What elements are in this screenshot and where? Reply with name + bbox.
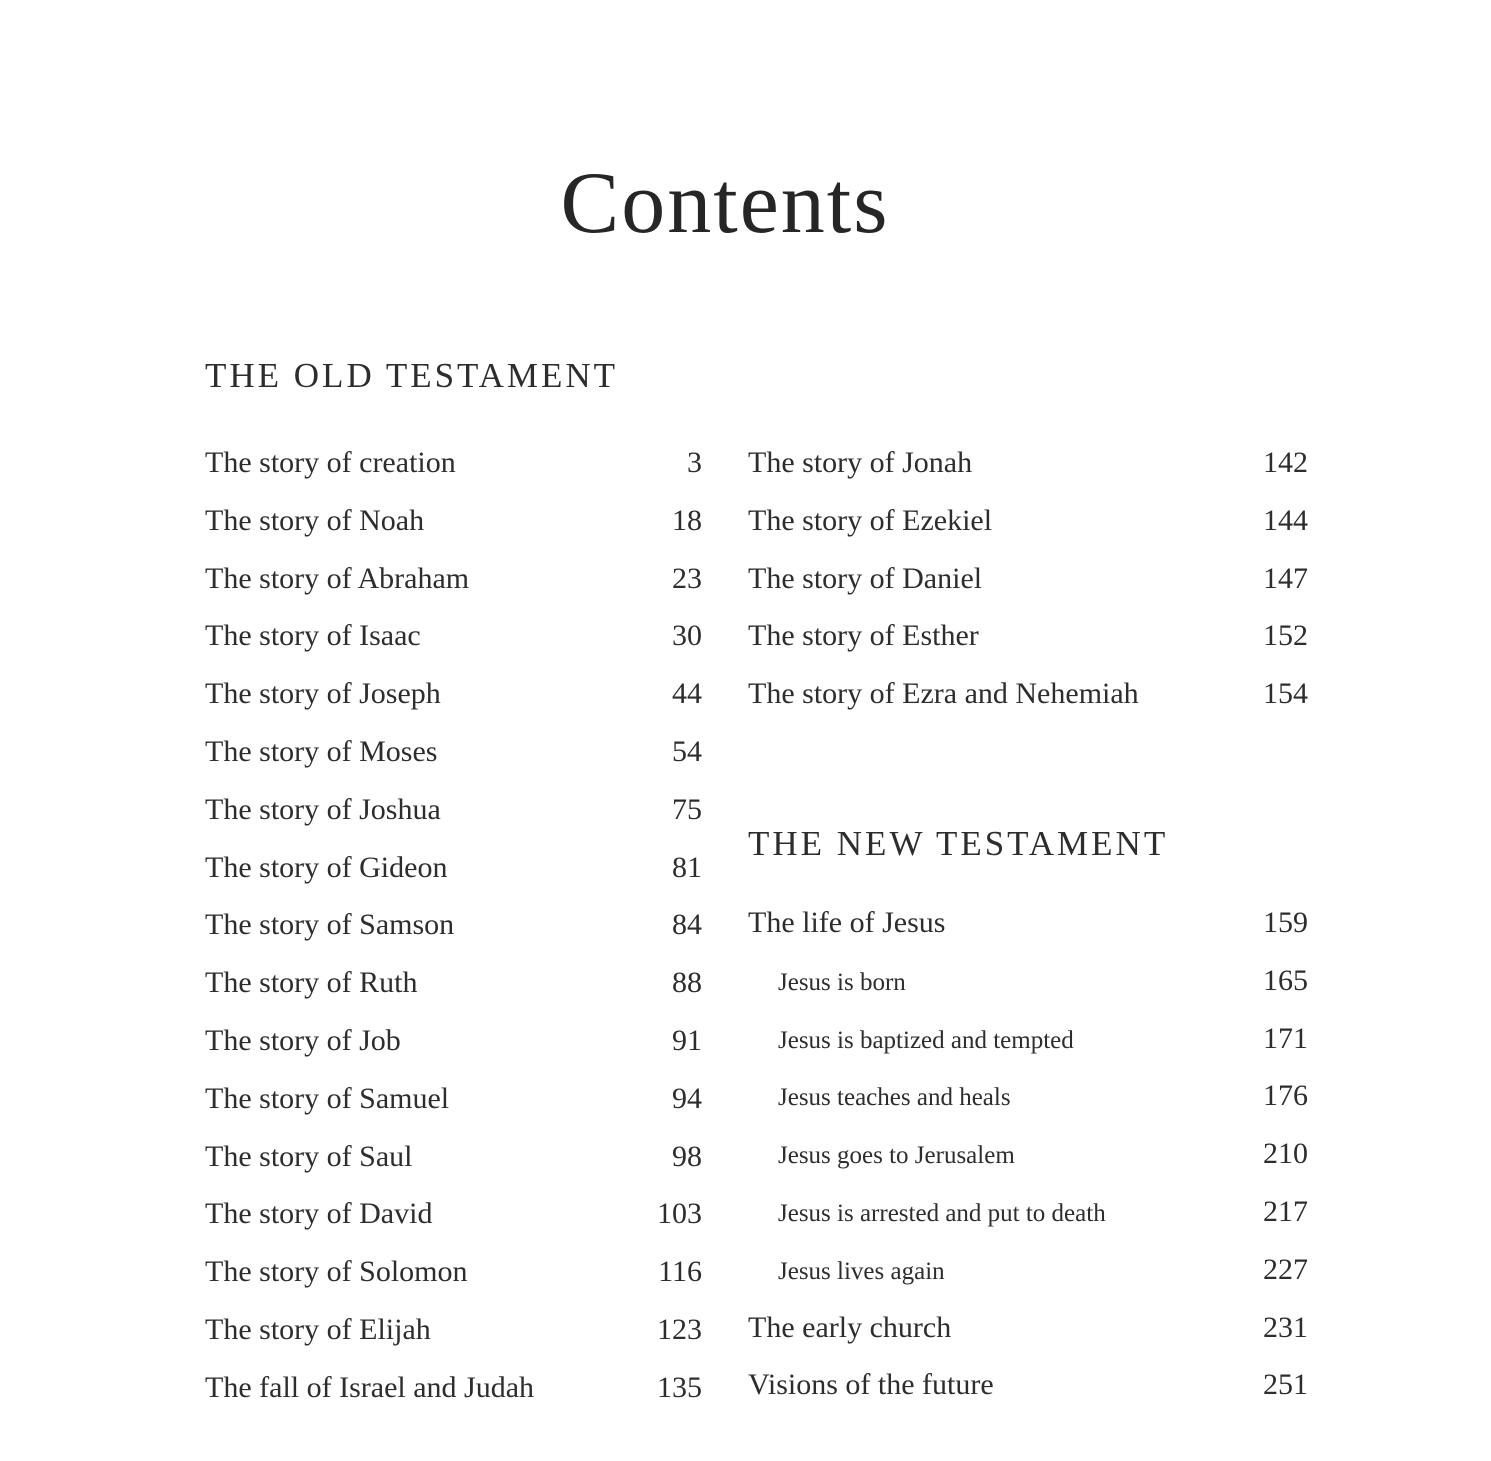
toc-entry xyxy=(205,1370,702,1431)
toc-entry-title: The story of Ezekiel xyxy=(748,503,993,537)
toc-entry-page: 123 xyxy=(657,1312,702,1346)
toc-entry-page: 91 xyxy=(672,1023,702,1057)
toc-entry-page: 84 xyxy=(672,908,702,942)
toc-subentry xyxy=(748,1081,1308,1139)
toc-entry xyxy=(748,561,1308,622)
toc-entry-title: The story of Esther xyxy=(748,619,979,653)
toc-entry-title: The story of Isaac xyxy=(205,619,421,653)
toc-entry-title: The story of David xyxy=(205,1197,433,1231)
toc-entry-page: 135 xyxy=(657,1370,702,1404)
toc-entry-page: 231 xyxy=(1263,1310,1308,1344)
toc-entry-page: 171 xyxy=(1263,1021,1308,1055)
toc-entry xyxy=(205,1081,702,1142)
toc-entry-page: 23 xyxy=(672,561,702,595)
toc-entry xyxy=(748,905,1308,966)
toc-entry-page: 154 xyxy=(1263,677,1308,711)
toc-entry-page: 142 xyxy=(1263,446,1308,479)
toc-entry xyxy=(205,448,702,506)
toc-entry-title: The story of Daniel xyxy=(748,561,983,595)
toc-entry xyxy=(205,1023,702,1084)
toc-entry xyxy=(205,850,702,911)
toc-entry xyxy=(205,1312,702,1373)
toc-entry xyxy=(205,1139,702,1200)
page-title: Contents xyxy=(560,155,890,252)
toc-entry-page: 3 xyxy=(687,446,702,479)
toc-entry-title: The early church xyxy=(748,1310,952,1344)
toc-entry-page: 165 xyxy=(1263,963,1308,997)
toc-entry xyxy=(748,503,1308,564)
toc-entry-title: The story of creation xyxy=(205,446,456,479)
toc-entry-title: Jesus teaches and heals xyxy=(778,1084,1011,1112)
new-testament-heading: THE NEW TESTAMENT xyxy=(748,823,1169,863)
toc-entry xyxy=(205,968,702,1026)
toc-entry xyxy=(748,621,1308,679)
toc-entry xyxy=(205,1257,702,1315)
toc-entry-title: The story of Job xyxy=(205,1023,401,1057)
toc-entry-title: The story of Ruth xyxy=(205,966,418,1000)
toc-entry-title: The story of Jonah xyxy=(748,446,973,479)
toc-entry-page: 75 xyxy=(672,792,702,826)
toc-entry xyxy=(748,1310,1308,1371)
toc-entry-title: The story of Ezra and Nehemiah xyxy=(748,677,1139,711)
toc-entry-title: The story of Elijah xyxy=(205,1312,431,1346)
toc-entry-page: 81 xyxy=(672,850,702,884)
toc-entry xyxy=(205,910,702,968)
old-testament-left-column xyxy=(205,448,702,1431)
old-testament-heading: THE OLD TESTAMENT xyxy=(205,356,619,395)
toc-entry-page: 98 xyxy=(672,1139,702,1173)
toc-entry-title: The story of Joseph xyxy=(205,677,441,711)
toc-entry-page: 147 xyxy=(1263,561,1308,595)
right-column xyxy=(748,448,1308,1428)
toc-entry-title: The story of Abraham xyxy=(205,561,470,595)
toc-entry-page: 227 xyxy=(1263,1252,1308,1286)
toc-entry xyxy=(205,621,702,679)
toc-entry-title: Jesus is baptized and tempted xyxy=(778,1026,1074,1054)
toc-entry-page: 54 xyxy=(672,734,702,768)
toc-entry xyxy=(205,679,702,737)
toc-entry-page: 103 xyxy=(657,1197,702,1231)
toc-entry xyxy=(205,792,702,853)
toc-entry-page: 217 xyxy=(1263,1194,1308,1228)
toc-entry-title: The story of Samson xyxy=(205,908,455,942)
toc-entry-page: 94 xyxy=(672,1081,702,1115)
toc-entry-title: Jesus is arrested and put to death xyxy=(778,1199,1106,1227)
toc-subentry xyxy=(748,1139,1308,1197)
toc-entry-page: 144 xyxy=(1263,503,1308,537)
toc-entry-title: The story of Solomon xyxy=(205,1255,468,1289)
toc-entry-title: The story of Joshua xyxy=(205,792,441,826)
toc-entry-page: 210 xyxy=(1263,1137,1308,1171)
toc-entry xyxy=(205,503,702,564)
toc-entry-page: 159 xyxy=(1263,905,1308,939)
toc-entry-page: 88 xyxy=(672,966,702,1000)
toc-entry-title: The story of Samuel xyxy=(205,1081,450,1115)
toc-entry-title: The story of Gideon xyxy=(205,850,448,884)
toc-entry xyxy=(748,448,1308,506)
toc-entry-page: 176 xyxy=(1263,1079,1308,1113)
toc-subentry xyxy=(748,1194,1308,1255)
toc-entry-title: The life of Jesus xyxy=(748,905,946,939)
toc-entry-page: 116 xyxy=(658,1255,702,1289)
toc-entry-title: The story of Saul xyxy=(205,1139,413,1173)
toc-entry-page: 18 xyxy=(672,503,702,537)
toc-entry xyxy=(205,1199,702,1257)
toc-entry-title: The story of Moses xyxy=(205,734,438,768)
toc-entry-title: Jesus lives again xyxy=(778,1257,945,1285)
toc-entry-title: Jesus is born xyxy=(778,968,906,996)
toc-subentry xyxy=(748,1252,1308,1313)
toc-subentry xyxy=(748,1021,1308,1082)
toc-entry-title: Visions of the future xyxy=(748,1368,994,1402)
toc-entry-title: The story of Noah xyxy=(205,503,425,537)
toc-entry-page: 251 xyxy=(1263,1368,1308,1402)
toc-entry-title: Jesus goes to Jerusalem xyxy=(778,1142,1015,1170)
toc-entry xyxy=(748,679,1308,737)
toc-entry-page: 44 xyxy=(672,677,702,711)
toc-entry xyxy=(205,561,702,622)
toc-entry-title: The fall of Israel and Judah xyxy=(205,1370,535,1404)
toc-subentry xyxy=(748,963,1308,1024)
toc-entry xyxy=(748,1370,1308,1428)
toc-entry-page: 30 xyxy=(672,619,702,653)
toc-entry-page: 152 xyxy=(1263,619,1308,653)
toc-entry xyxy=(205,734,702,795)
